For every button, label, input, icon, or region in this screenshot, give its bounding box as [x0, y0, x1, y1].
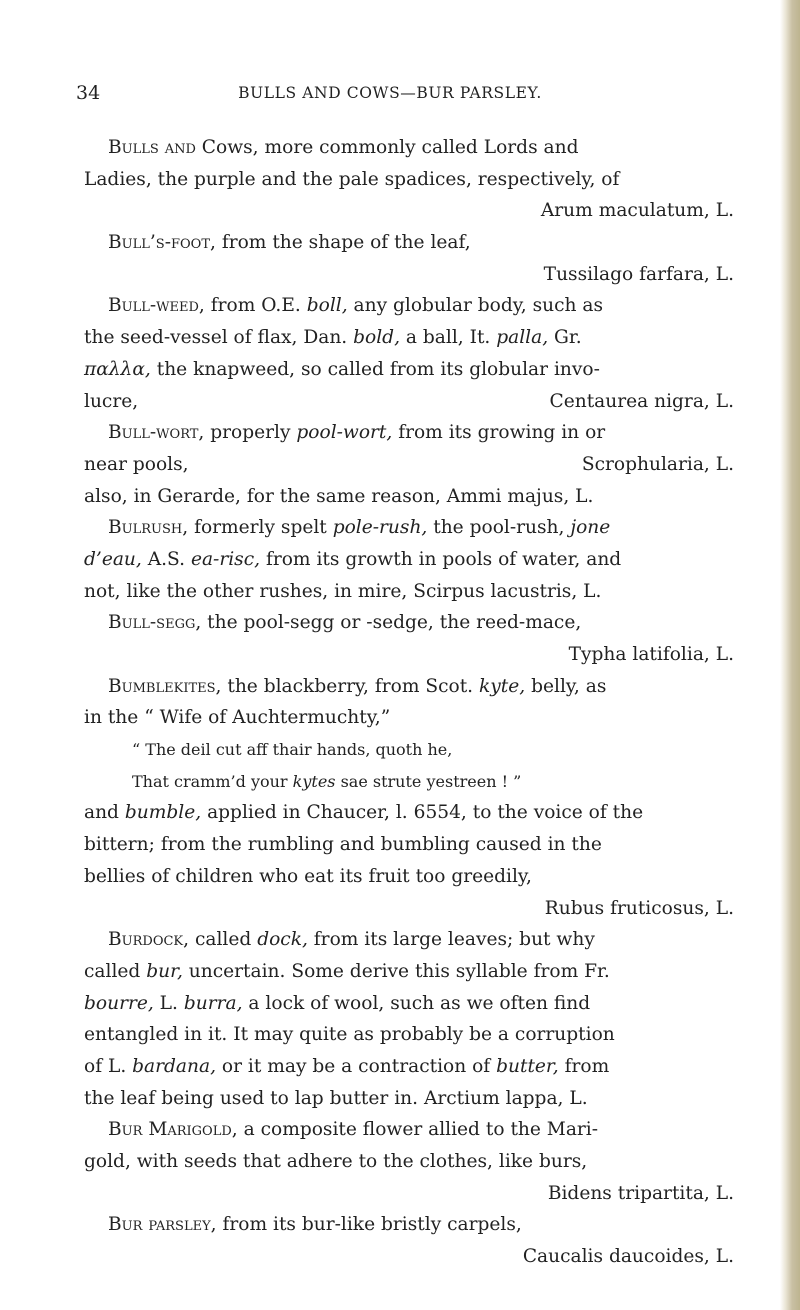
text-line: bellies of children who eat its fruit too greedily, [84, 865, 532, 887]
text-line: Typha latifolia, L. [568, 644, 734, 665]
text-line: Bull-wort, properly pool-wort, from its growing in or [108, 422, 606, 444]
page-number: 34 [76, 82, 101, 104]
text-line: near pools, Scrophularia, L. [84, 453, 734, 475]
text-line: entangled in it. It may quite as probably be a corruption [84, 1024, 615, 1046]
text-line: the leaf being used to lap butter in. Arctium lappa, L. [84, 1087, 588, 1109]
text-line: Bull’s-foot, from the shape of the leaf, [108, 232, 471, 254]
text-line: Ladies, the purple and the pale spadices, respectively, of [84, 168, 620, 190]
text-line: lucre, Centaurea nigra, L. [84, 390, 734, 412]
text-line: also, in Gerarde, for the same reason, Ammi majus, L. [84, 485, 594, 507]
page-body [84, 132, 734, 1273]
text-line: bittern; from the rumbling and bumbling caused in the [84, 834, 602, 856]
text-line: Bumblekites, the blackberry, from Scot. kyte, belly, as [108, 675, 607, 697]
verse-line: That cramm’d your kytes sae strute yestreen ! ” [132, 771, 522, 791]
text-line: Arum maculatum, L. [540, 200, 734, 222]
text-line: called bur, uncertain. Some derive this syllable from Fr. [84, 960, 610, 982]
running-head: BULLS AND COWS—BUR PARSLEY. [238, 84, 542, 102]
text-line: Bur Marigold, a composite flower allied to the Mari- [108, 1119, 599, 1141]
verse-line: “ The deil cut aff thair hands, quoth he, [132, 740, 453, 760]
text-line: Bulrush, formerly spelt pole-rush, the pool-rush, jone [108, 517, 611, 539]
page-edge-shadow [780, 0, 800, 1310]
text-line: Bull-segg, the pool-segg or -sedge, the reed-mace, [108, 612, 582, 634]
text-line: Bur parsley, from its bur-like bristly carpels, [108, 1214, 522, 1236]
page-header [0, 82, 780, 112]
text-line: Bull-weed, from O.E. boll, any globular body, such as [108, 295, 604, 317]
text-line: Burdock, called dock, from its large leaves; but why [108, 929, 595, 951]
text-line: of L. bardana, or it may be a contraction of butter, from [84, 1055, 610, 1077]
text-line: Rubus fruticosus, L. [544, 897, 734, 919]
text-line: Caucalis daucoides, L. [522, 1246, 734, 1268]
text-line: bourre, L. burra, a lock of wool, such as we often find [84, 992, 591, 1014]
text-line: in the “ Wife of Auchtermuchty,” [84, 707, 391, 729]
text-line: the seed-vessel of flax, Dan. bold, a ball, It. palla, Gr. [84, 327, 582, 349]
text-line: gold, with seeds that adhere to the clothes, like burs, [84, 1151, 588, 1172]
text-line: d’eau, A.S. ea-risc, from its growth in pools of water, and [84, 548, 622, 570]
text-line: and bumble, applied in Chaucer, l. 6554, to the voice of the [84, 802, 644, 824]
text-line: παλλα, the knapweed, so called from its globular invo- [84, 358, 600, 380]
text-line: Tussilago farfara, L. [543, 263, 734, 285]
text-line: Bulls and Cows, more commonly called Lords and [108, 137, 579, 158]
text-line: not, like the other rushes, in mire, Scirpus lacustris, L. [84, 580, 602, 602]
text-line: Bidens tripartita, L. [547, 1182, 734, 1204]
